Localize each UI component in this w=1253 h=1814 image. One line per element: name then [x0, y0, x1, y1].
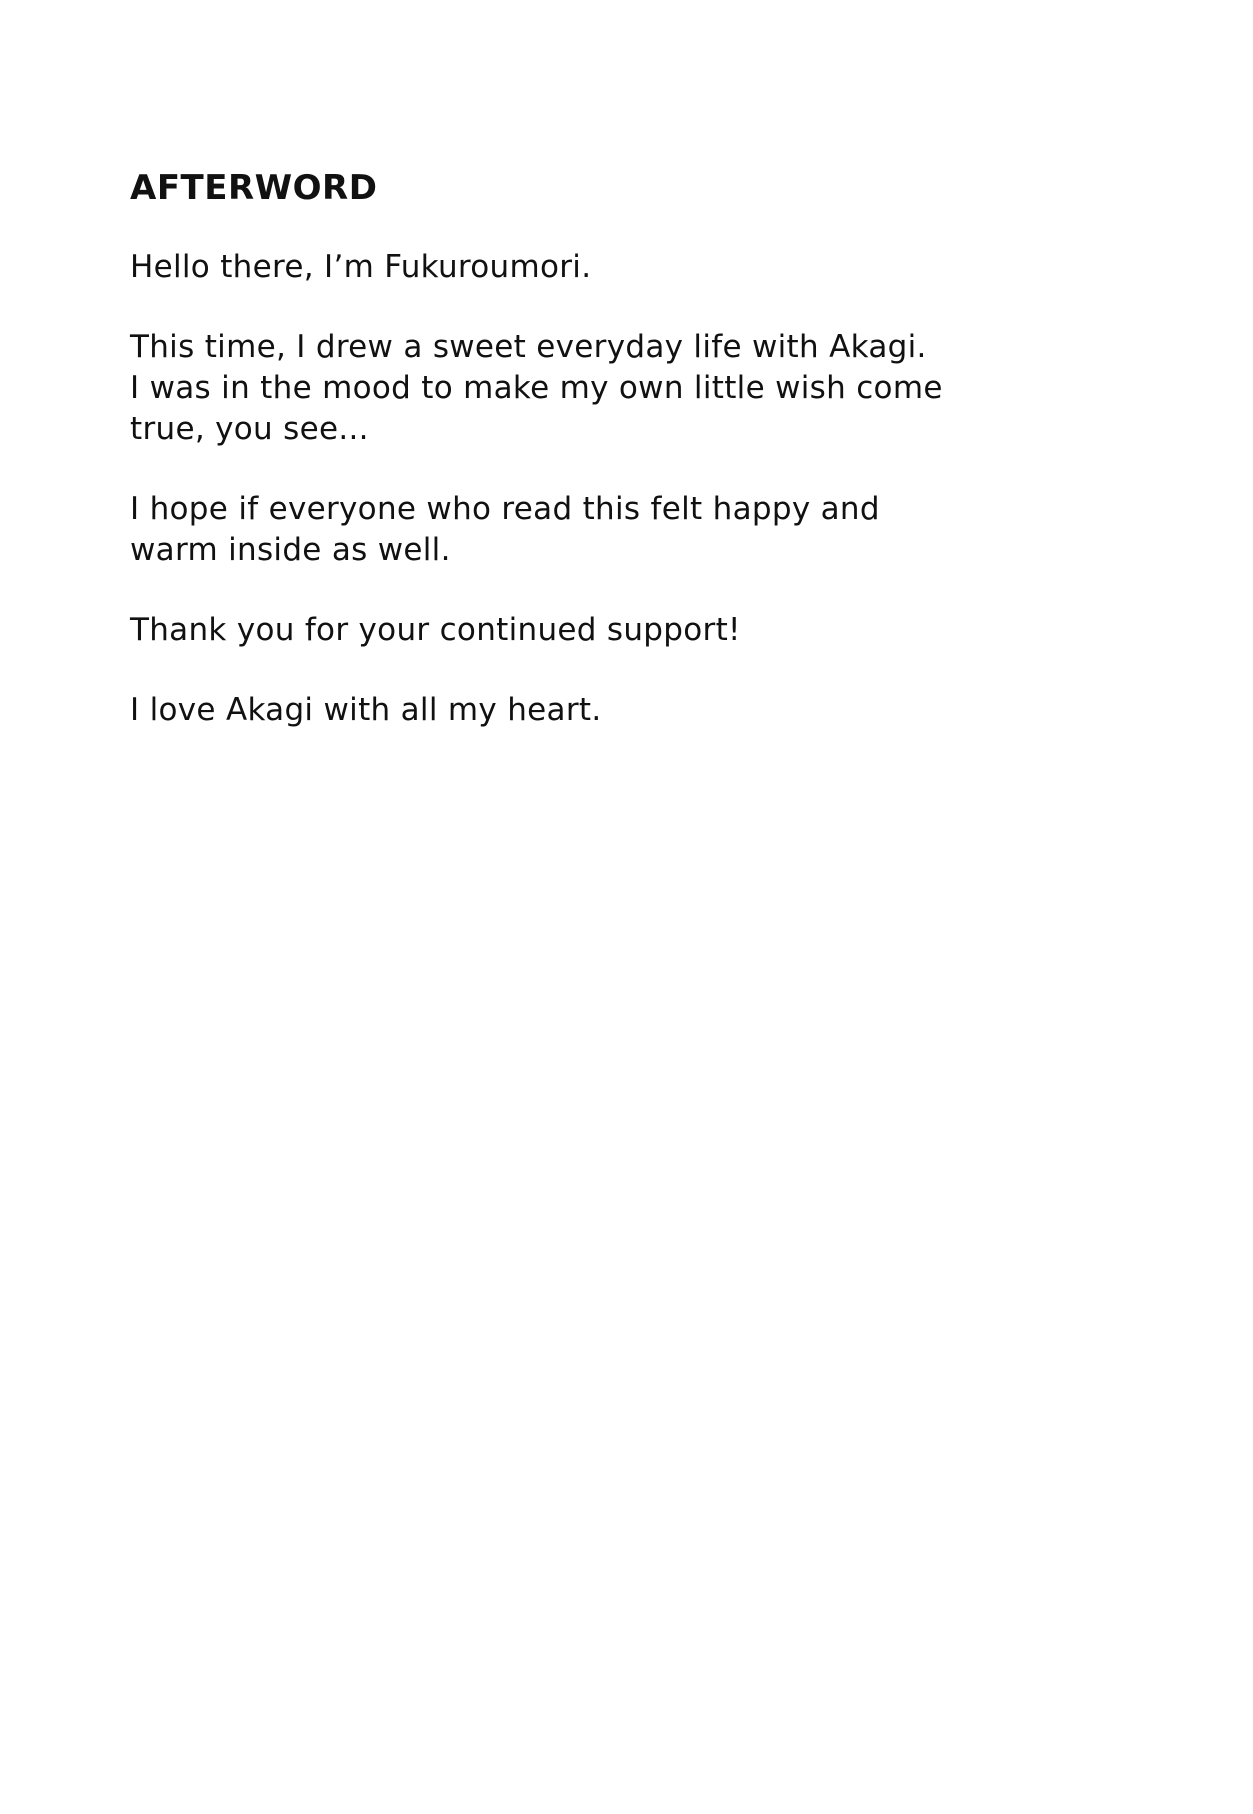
text-line: Hello there, I’m Fukuroumori.	[130, 248, 592, 285]
text-line: This time, I drew a sweet everyday life with Akagi.	[130, 328, 927, 365]
page-title: AFTERWORD	[130, 168, 378, 208]
text-line: I hope if everyone who read this felt happy and	[130, 490, 880, 527]
afterword-content	[130, 168, 1070, 770]
paragraph-story	[130, 327, 1070, 450]
text-line: I love Akagi with all my heart.	[130, 691, 602, 728]
text-line: Thank you for your continued support!	[130, 611, 741, 648]
paragraph-hope	[130, 489, 1070, 571]
paragraph-greeting	[130, 247, 1070, 288]
paragraph-thanks	[130, 610, 1070, 651]
paragraph-closing	[130, 690, 1070, 731]
text-line: I was in the mood to make my own little wish come	[130, 369, 943, 406]
text-line: true, you see...	[130, 410, 369, 447]
text-line: warm inside as well.	[130, 531, 451, 568]
